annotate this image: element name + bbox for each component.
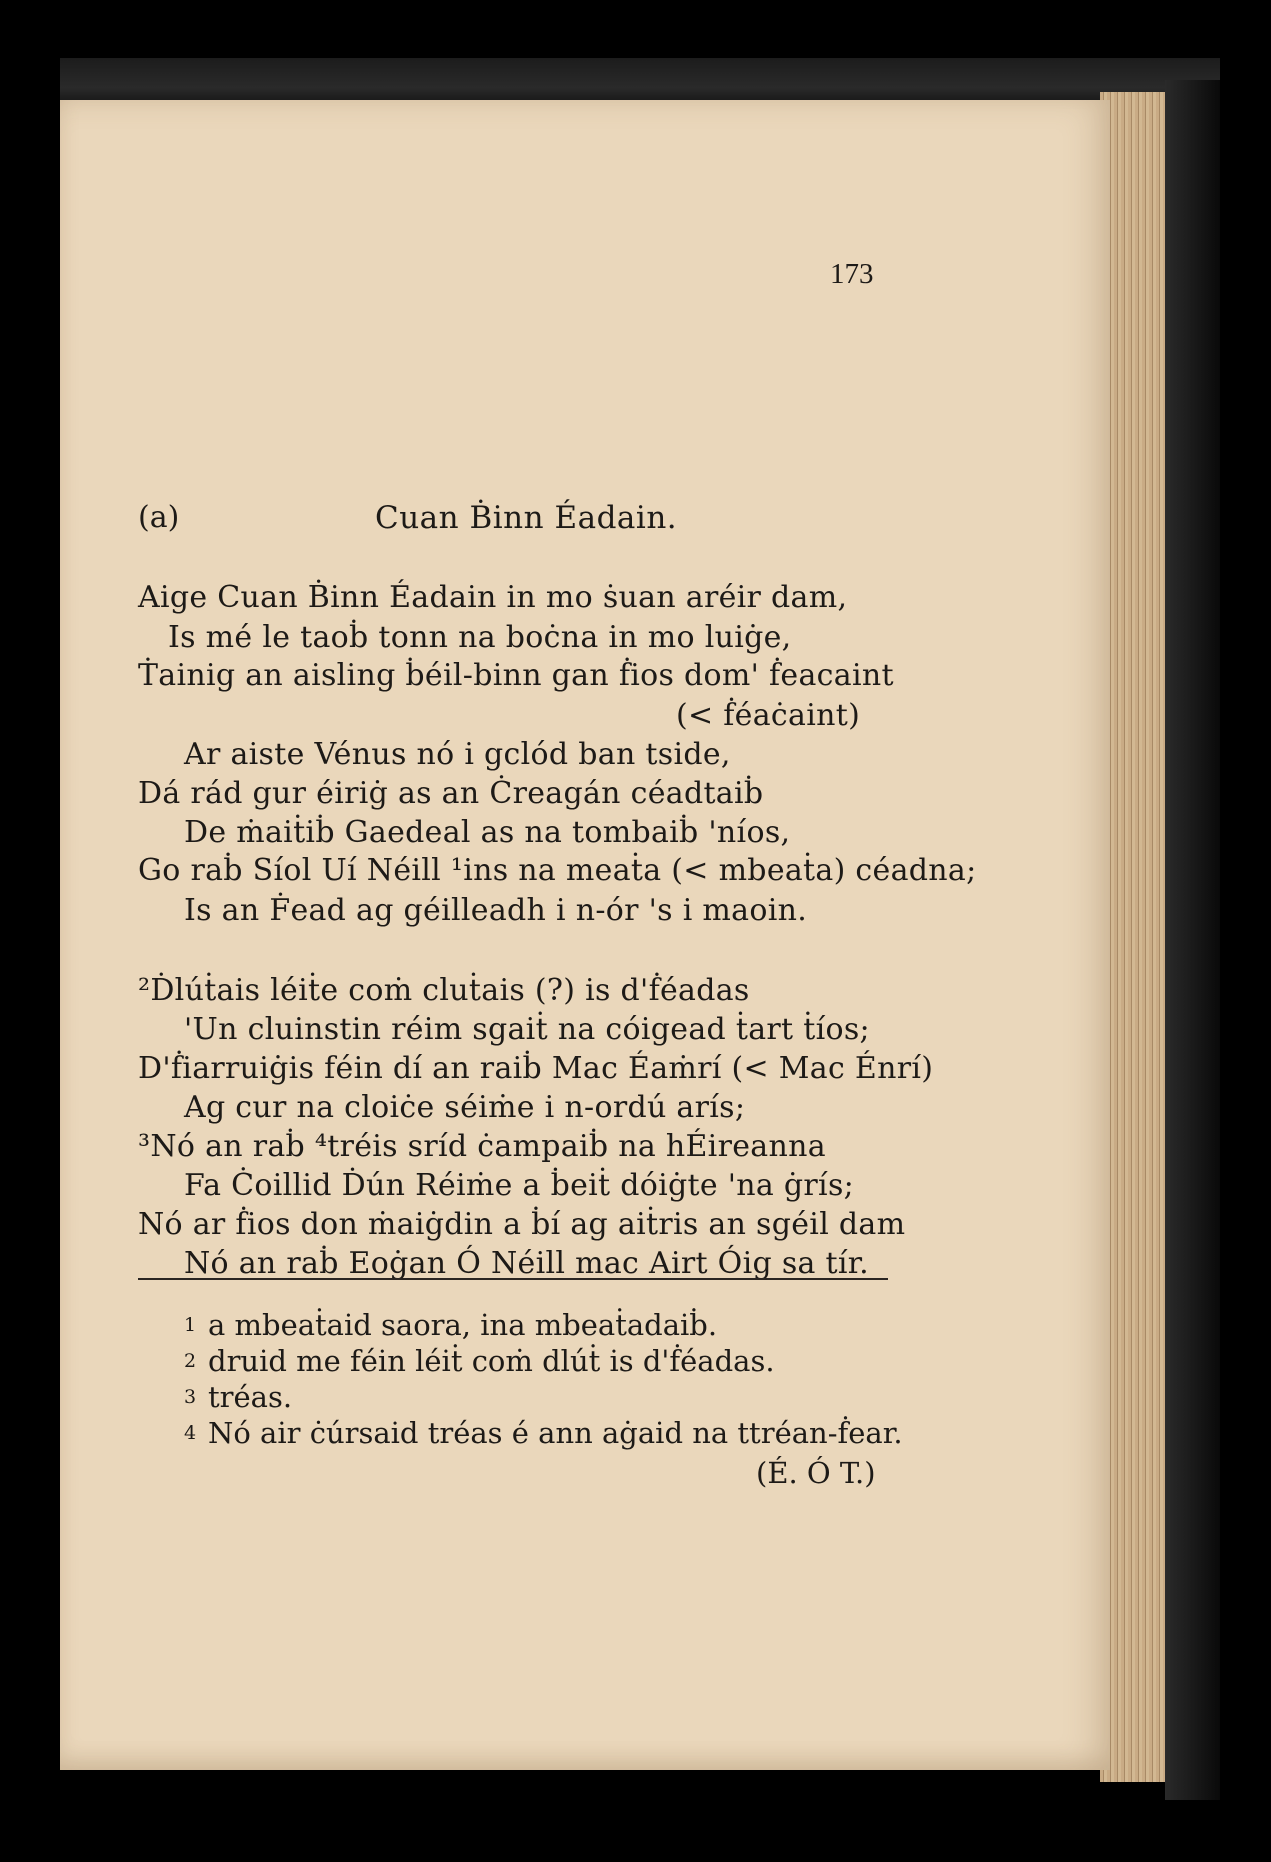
footnote-text: druid me féin léiṫ coṁ dlúṫ is d'ḟéadas. xyxy=(208,1344,775,1378)
section-label: (a) xyxy=(138,500,180,535)
poem-line: Ag cur na cloiċe séiṁe i n-ordú arís; xyxy=(184,1090,746,1125)
poem-line: ³Nó an raḃ ⁴tréis sríd ċampaiḃ na hÉireanna xyxy=(138,1129,826,1164)
footnote-text: a mbeaṫaid saora, ina mbeaṫadaiḃ. xyxy=(208,1308,718,1342)
poem-line: Is an Ḟead ag géilleadh i n-ór 's i maoin. xyxy=(184,893,808,928)
footnote-number: 4 xyxy=(184,1422,197,1444)
footnote-number: 1 xyxy=(184,1314,197,1336)
poem-line: Nó an raḃ Eoġan Ó Néill mac Airt Óig sa tír. xyxy=(184,1246,869,1281)
attribution: (É. Ó T.) xyxy=(756,1456,876,1490)
poem-line: Aige Cuan Ḃinn Éadain in mo ṡuan aréir dam, xyxy=(138,580,848,615)
poem-line: Ar aiste Vénus nó i gclód ban tside, xyxy=(184,737,731,772)
poem-line: Dá rád gur éiriġ as an Ċreagán céadtaiḃ xyxy=(138,776,764,811)
poem-line: ²Ḋlúṫais léiṫe coṁ cluṫais (?) is d'ḟéadas xyxy=(138,973,750,1008)
footnote-text: tréas. xyxy=(208,1380,293,1414)
poem-line: Nó ar ḟios don ṁaiġdin a ḃí ag aiṫris an sgéil dam xyxy=(138,1207,906,1242)
poem-line: Is mé le taoḃ tonn na boċna in mo luiġe, xyxy=(168,620,792,655)
book-spine-shadow xyxy=(1165,80,1220,1800)
footnote-text: Nó air ċúrsaid tréas é ann aġaid na ttréan-ḟear. xyxy=(208,1416,903,1450)
page-number: 173 xyxy=(830,258,874,290)
poem-line: (< ḟéaċaint) xyxy=(676,698,861,733)
footnote-number: 2 xyxy=(184,1350,197,1372)
poem-line: Fa Ċoillid Ḋún Réiṁe a ḃeiṫ dóiġte 'na ġrís; xyxy=(184,1168,855,1203)
poem-line: Go raḃ Síol Uí Néill ¹ins na meaṫa (< mbeaṫa) céadna; xyxy=(138,853,977,888)
footnote-number: 3 xyxy=(184,1386,197,1408)
poem-line: 'Un cluinstin réim sgaiṫ na cóigead ṫart ṫíos; xyxy=(184,1012,870,1047)
poem-title: Cuan Ḃinn Éadain. xyxy=(375,500,678,536)
footnote-divider xyxy=(138,1278,888,1280)
poem-line: D'ḟiarruiġis féin dí an raiḃ Mac Éaṁrí (< Mac Énrí) xyxy=(138,1051,934,1086)
book-page xyxy=(60,100,1110,1770)
poem-line: Ṫainig an aisling ḃéil-binn gan ḟios dom' ḟeacaint xyxy=(138,658,894,693)
poem-line: De ṁaiṫiḃ Gaedeal as na tombaiḃ 'níos, xyxy=(184,815,791,850)
